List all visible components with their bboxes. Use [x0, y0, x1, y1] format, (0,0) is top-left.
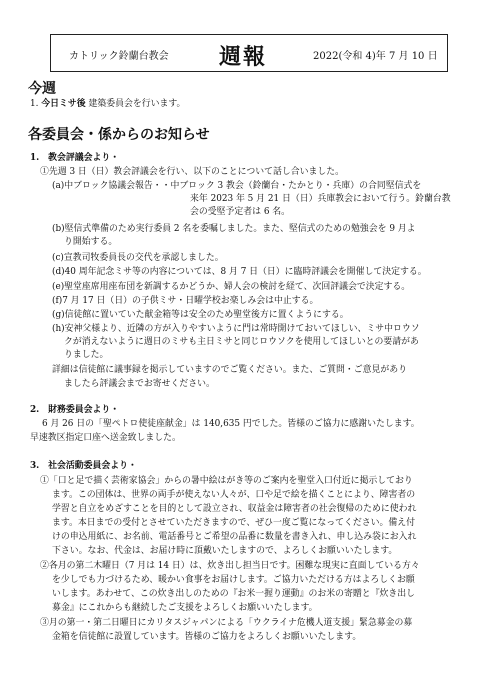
social-line: 募金』にこれからも継続したご支援をよろしくお願いいたします。	[52, 603, 318, 613]
finance-heading: 2. 財務委員会より・	[30, 405, 120, 415]
council-line: (a)中ブロック協議会報告・・中ブロック 3 教会（鈴蘭台・たかとり・兵庫）の合同堅信式を	[52, 181, 422, 191]
council-line: ましたら評議会までお寄せください。	[64, 379, 215, 389]
section-title-this-week: 今週	[28, 81, 56, 97]
this-week-item	[30, 98, 185, 110]
council-line: 詳細は信徒館に議事録を掲示していますのでご覧ください。また、ご質問・ご意見があり	[52, 365, 407, 375]
social-line: ①「口と足で描く芸術家協会」からの暑中絵はがき等のご案内を聖堂入口付近に掲示しており	[40, 476, 413, 486]
social-line: ②各月の第二木曜日（7 月は 14 日）は、炊き出し担当日です。困難な現実に直面している方々	[40, 561, 420, 571]
bulletin-header	[50, 34, 448, 72]
bulletin-date: 2022(令和 4)年 7 月 10 日	[313, 51, 438, 62]
social-line: いします。あわせて、この炊き出しのための『お米一握り運動』のお米の寄贈と『炊き出し	[52, 589, 415, 599]
social-line: ます。この団体は、世界の両手が使えない人々が、口や足で絵を描くことにより、障害者の	[52, 490, 416, 500]
this-week-item-bold: 今日ミサ後	[41, 99, 86, 109]
finance-line: 6 月 26 日の「聖ペトロ使徒座献金」は 140,635 円でした。皆様のご協力に感謝いたします。	[42, 419, 420, 429]
council-line: (b)堅信式準備のため実行委員 2 名を委嘱しました。また、堅信式のための勉強会を 9 月よ	[52, 224, 416, 234]
social-line: 下さい。なお、代金は、お届け時に頂戴いたしますので、よろしくお願いいたします。	[52, 546, 398, 556]
social-line: ます。本日までの受付とさせていただきますので、ぜひ一度ご覧になってください。備え付	[52, 518, 415, 528]
council-line: 会の受堅予定者は 6 名。	[190, 207, 291, 217]
council-line: (c)宣教司牧委員長の交代を承認しました。	[52, 253, 224, 263]
social-line: 金箱を信徒館に設置しています。皆様のご協力をよろしくお願いいたします。	[52, 632, 362, 642]
bulletin-title: 週報	[219, 44, 268, 70]
social-line: ③月の第一・第二日曜日にカリタスジャパンによる「ウクライナ危機人道支援」緊急募金の募	[40, 618, 413, 628]
council-line: (h)安神父様より、近隣の方が入りやすいように門は常時開けておいてほしい、ミサ中ロウソ	[52, 324, 420, 334]
social-line: 学習と自立をめざすことを目的として設立され、収益金は障害者の社会復帰のために使われ	[52, 504, 417, 514]
council-heading: 1. 教会評議会より・	[30, 153, 120, 163]
council-line: り開始する。	[64, 237, 118, 247]
council-line: 来年 2023 年 5 月 21 日（日）兵庫教会において行う。鈴蘭台教	[190, 194, 451, 204]
finance-line: 早速教区指定口座へ送金致しました。	[30, 433, 181, 443]
council-line: クが消えないように週日のミサも主日ミサと同じロウソクを使用してほしいとの要請があ	[64, 337, 419, 347]
council-line: りました。	[64, 350, 109, 360]
council-line: (e)聖堂座席用座布団を新調するかどうか、婦人会の検討を経て、次回評議会で決定する。	[52, 282, 411, 292]
this-week-item-text: 建築委員会を行います。	[88, 99, 186, 109]
this-week-item-number: 1.	[30, 99, 39, 109]
council-line: ①先週 3 日（日）教会評議会を行い、以下のことについて話し合いました。	[40, 167, 344, 177]
section-title-committees: 各委員会・係からのお知らせ	[28, 127, 210, 143]
church-name: カトリック鈴蘭台教会	[69, 51, 169, 62]
social-line: を少しでも力づけるため、暖かい食事をお届けします。ご協力いただける方はよろしくお願	[52, 575, 415, 585]
social-heading: 3. 社会活動委員会より・	[30, 461, 137, 471]
council-line: (g)信徒館に置いていた献金箱等は安全のため聖堂後方に置くようにする。	[52, 310, 349, 320]
council-line: (d)40 周年記念ミサ等の内容については、8 月 7 日（日）に臨時評議会を開催して決定する。	[52, 267, 427, 277]
social-line: けの申込用紙に、お名前、電話番号とご希望の品番に数量を書き入れ、申し込み袋にお入れ	[52, 532, 417, 542]
council-line: (f)7 月 17 日（日）の子供ミサ・日曜学校お楽しみ会は中止する。	[52, 296, 319, 306]
